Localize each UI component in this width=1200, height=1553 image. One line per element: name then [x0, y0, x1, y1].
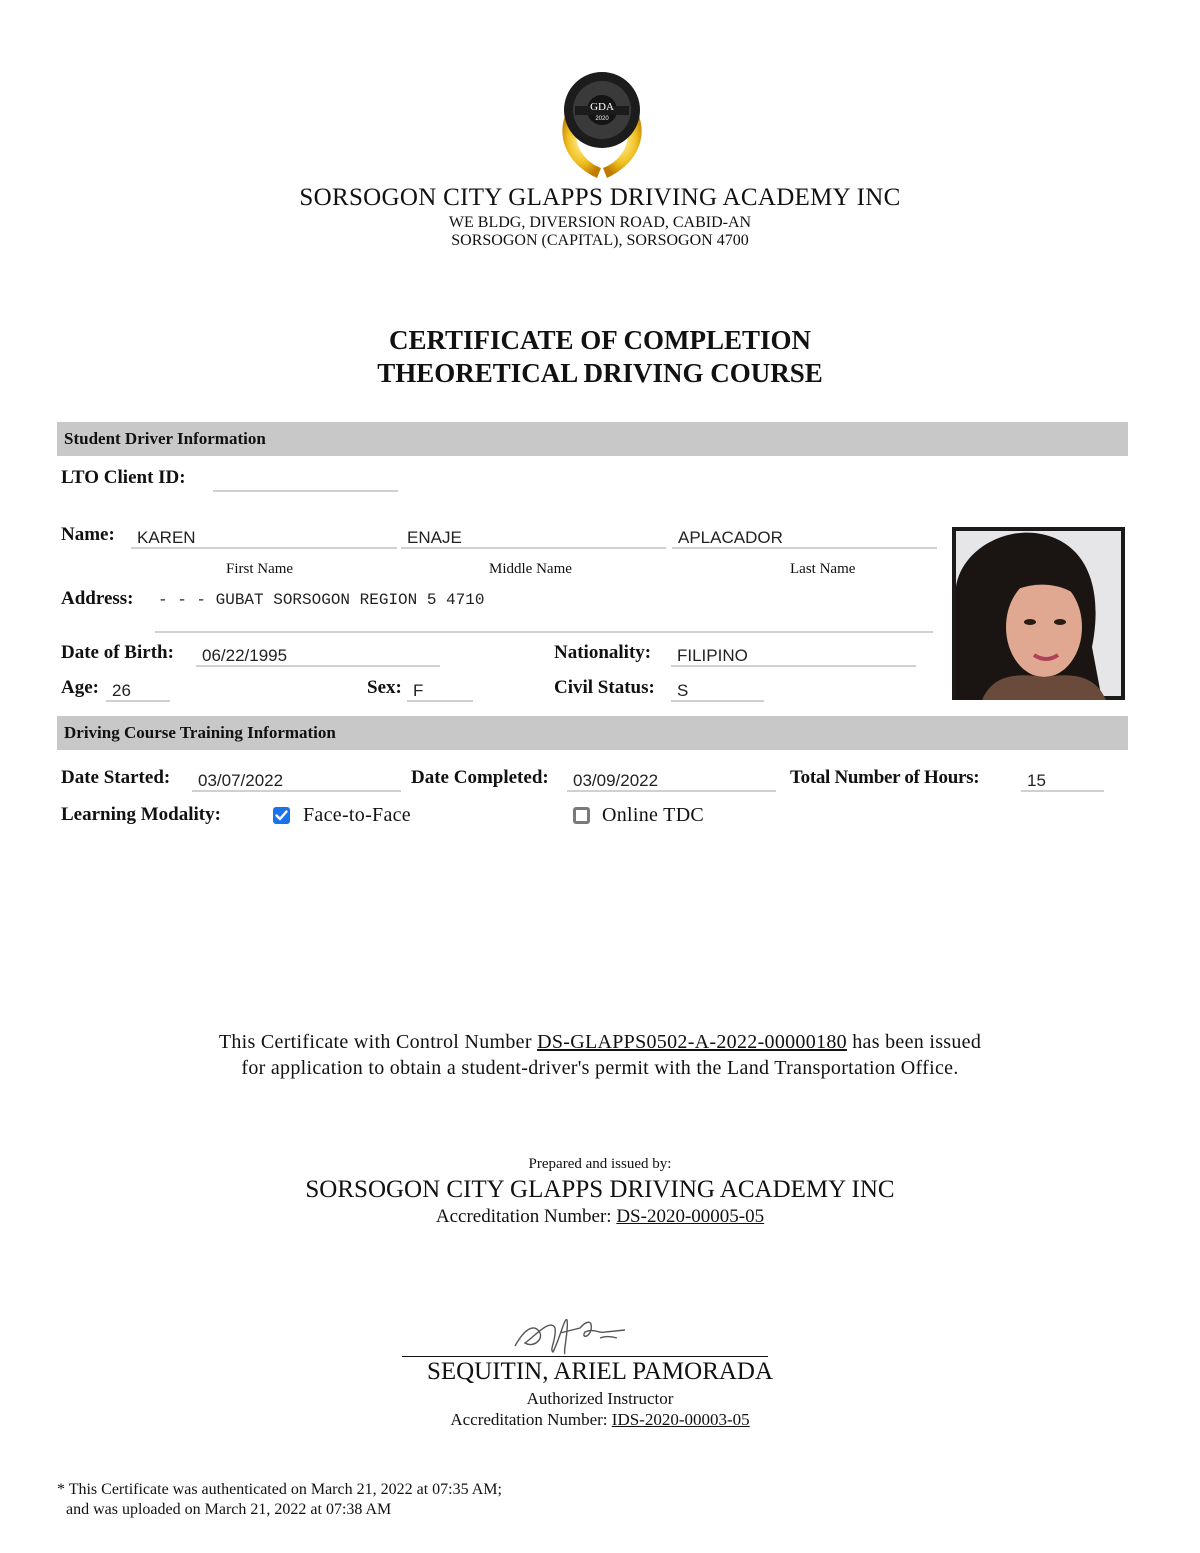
- total-hours-value: 15: [1021, 768, 1104, 792]
- date-started-label: Date Started:: [61, 767, 171, 788]
- control-number: DS-GLAPPS0502-A-2022-00000180: [537, 1031, 847, 1053]
- student-portrait-image: [952, 527, 1125, 700]
- last-name-caption: Last Name: [790, 561, 856, 577]
- instructor-name: SEQUITIN, ARIEL PAMORADA: [426, 1358, 774, 1385]
- age-label: Age:: [61, 677, 99, 698]
- nationality-value: FILIPINO: [671, 643, 916, 667]
- date-completed-value: 03/09/2022: [567, 768, 776, 792]
- checkmark-icon: [273, 807, 290, 824]
- instructor-accreditation: [0, 1410, 1200, 1430]
- dob-label: Date of Birth:: [61, 642, 174, 663]
- certificate-title-line1: CERTIFICATE OF COMPLETION: [388, 325, 812, 355]
- signature-image: [505, 1308, 635, 1358]
- instructor-accreditation-number: IDS-2020-00003-05: [611, 1410, 750, 1429]
- middle-name-value: ENAJE: [401, 525, 666, 549]
- prepared-by-label: Prepared and issued by:: [528, 1156, 672, 1172]
- dob-value: 06/22/1995: [196, 643, 440, 667]
- organization-address-line2: SORSOGON (CAPITAL), SORSOGON 4700: [451, 232, 749, 249]
- first-name-caption: First Name: [226, 561, 294, 577]
- name-label: Name:: [61, 524, 115, 545]
- total-hours-label: Total Number of Hours:: [790, 767, 980, 788]
- sex-label: Sex:: [367, 677, 402, 698]
- issuer-name: SORSOGON CITY GLAPPS DRIVING ACADEMY INC: [305, 1176, 895, 1203]
- issuer-accreditation-number: DS-2020-00005-05: [616, 1206, 765, 1227]
- address-label: Address:: [61, 588, 134, 609]
- logo-text: GDA: [590, 101, 614, 113]
- statement-prefix: This Certificate with Control Number: [218, 1031, 538, 1053]
- signature-line: [402, 1356, 768, 1357]
- last-name-value: APLACADOR: [672, 525, 937, 549]
- organization-name: SORSOGON CITY GLAPPS DRIVING ACADEMY INC: [299, 184, 901, 211]
- date-completed-label: Date Completed:: [411, 767, 549, 788]
- issuer-accreditation-label: Accreditation Number:: [435, 1206, 617, 1227]
- academy-logo: [555, 68, 649, 180]
- civil-status-label: Civil Status:: [554, 677, 655, 698]
- nationality-label: Nationality:: [554, 642, 652, 663]
- certificate-statement-line2: for application to obtain a student-driver's permit with the Land Transportation Office.: [241, 1057, 959, 1079]
- date-started-value: 03/07/2022: [192, 768, 401, 792]
- organization-address-line1: WE BLDG, DIVERSION ROAD, CABID-AN: [448, 214, 752, 231]
- instructor-accreditation-label: Accreditation Number:: [450, 1410, 612, 1429]
- issuer-accreditation: [0, 1206, 1200, 1228]
- student-section-header: Student Driver Information: [57, 422, 1128, 456]
- face-to-face-checkbox[interactable]: [273, 807, 290, 824]
- instructor-signature: [505, 1308, 635, 1358]
- lto-client-id-label: LTO Client ID:: [61, 467, 186, 488]
- address-value: - - - GUBAT SORSOGON REGION 5 4710: [158, 591, 485, 609]
- middle-name-caption: Middle Name: [489, 561, 572, 577]
- certificate-statement-line1: [0, 1029, 1200, 1055]
- first-name-value: KAREN: [131, 525, 397, 549]
- lto-client-id-value: [213, 468, 398, 492]
- footnote-line1: * This Certificate was authenticated on March 21, 2022 at 07:35 AM;: [57, 1481, 502, 1498]
- student-photo: [952, 527, 1125, 700]
- sex-value: F: [407, 678, 473, 702]
- address-underline: [155, 631, 933, 633]
- civil-status-value: S: [671, 678, 764, 702]
- online-tdc-label: Online TDC: [602, 804, 705, 826]
- authentication-footnote: [57, 1480, 502, 1520]
- statement-suffix: has been issued: [846, 1031, 982, 1053]
- age-value: 26: [106, 678, 170, 702]
- learning-modality-label: Learning Modality:: [61, 804, 221, 825]
- face-to-face-label: Face-to-Face: [303, 804, 411, 826]
- course-section-header: Driving Course Training Information: [57, 716, 1128, 750]
- instructor-role: Authorized Instructor: [526, 1389, 674, 1408]
- logo-year: 2020: [595, 116, 609, 122]
- steering-wheel-hands-logo-icon: [555, 68, 649, 180]
- footnote-line2: and was uploaded on March 21, 2022 at 07:38 AM: [66, 1501, 392, 1518]
- certificate-title-line2: THEORETICAL DRIVING COURSE: [377, 358, 823, 388]
- online-tdc-checkbox[interactable]: [573, 807, 590, 824]
